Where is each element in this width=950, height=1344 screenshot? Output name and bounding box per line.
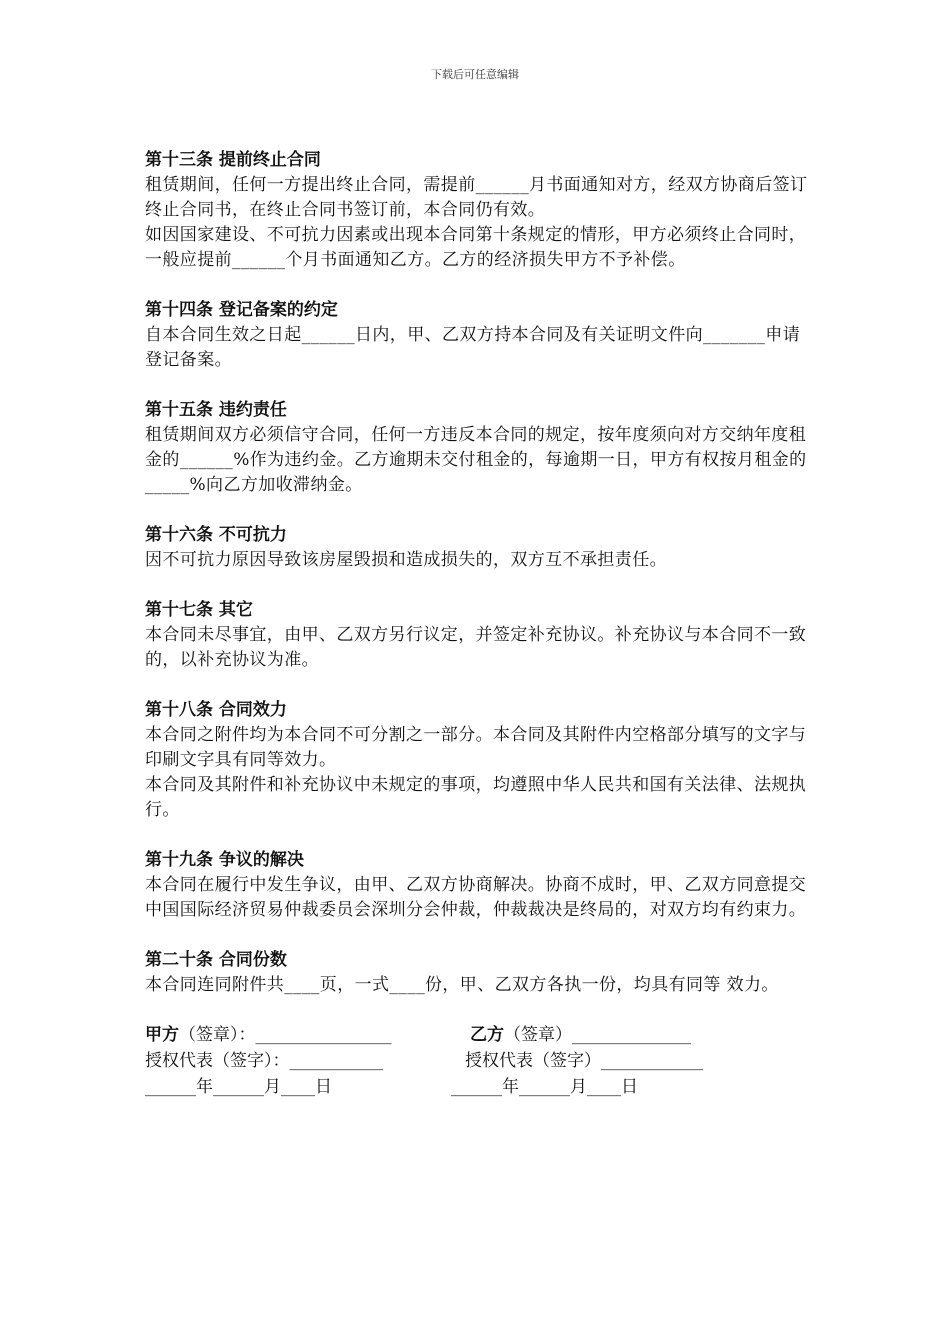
- section-title: 第十四条 登记备案的约定: [145, 300, 338, 320]
- section-paragraph: 本合同未尽事宜，由甲、乙双方另行议定，并签定补充协议。补充协议与本合同不一致的，以补充协议为准。: [145, 625, 807, 670]
- signature-row-representatives: [145, 1049, 813, 1075]
- section-18: [145, 698, 813, 823]
- signature-row-parties: [145, 1023, 813, 1049]
- section-title: 第十六条 不可抗力: [145, 525, 287, 545]
- contract-body: [145, 148, 813, 1101]
- section-paragraph: 租赁期间双方必须信守合同，任何一方违反本合同的规定，按年度须向对方交纳年度租金的______%作为违约金。乙方逾期未交付租金的，每逾期一日，甲方有权按月租金的_____%向乙方加收滞纳金。: [145, 425, 807, 495]
- party-b-label: 乙方: [470, 1025, 504, 1045]
- section-paragraph: 本合同及其附件和补充协议中未规定的事项，均遵照中华人民共和国有关法律、法规执行。: [145, 775, 807, 820]
- party-a-signature: [145, 1023, 392, 1048]
- signature-row-dates: [145, 1075, 813, 1101]
- section-title: 第十八条 合同效力: [145, 700, 287, 720]
- section-title: 第二十条 合同份数: [145, 950, 287, 970]
- section-paragraph: 如因国家建设、不可抗力因素或出现本合同第十条规定的情形，甲方必须终止合同时，一般应提前______个月书面通知乙方。乙方的经济损失甲方不予补偿。: [145, 225, 807, 270]
- header-note: 下载后可任意编辑: [431, 68, 519, 81]
- section-paragraph: 自本合同生效之日起______日内，甲、乙双方持本合同及有关证明文件向_______申请登记备案。: [145, 325, 801, 370]
- party-a-seal: （签章）：: [179, 1025, 256, 1045]
- section-title: 第十七条 其它: [145, 600, 253, 620]
- date-b: ______年______月____日: [451, 1077, 638, 1097]
- section-14: [145, 298, 813, 373]
- section-paragraph: 因不可抗力原因导致该房屋毁损和造成损失的，双方互不承担责任。: [145, 550, 667, 570]
- section-title: 第十九条 争议的解决: [145, 850, 304, 870]
- section-19: [145, 848, 813, 923]
- section-title: 第十五条 违约责任: [145, 400, 287, 420]
- date-a: ______年______月____日: [145, 1077, 332, 1097]
- rep-b-signature: 授权代表（签字）____________: [465, 1051, 703, 1071]
- section-paragraph: 本合同在履行中发生争议，由甲、乙双方协商解决。协商不成时，甲、乙双方同意提交中国国际经济贸易仲裁委员会深圳分会仲裁，仲裁裁决是终局的，对双方均有约束力。: [145, 875, 807, 920]
- party-a-line: ________________: [255, 1025, 392, 1045]
- section-paragraph: 租赁期间，任何一方提出终止合同，需提前______月书面通知对方，经双方协商后签订终止合同书，在终止合同书签订前，本合同仍有效。: [145, 175, 808, 220]
- section-13: [145, 148, 813, 273]
- section-paragraph: 本合同之附件均为本合同不可分割之一部分。本合同及其附件内空格部分填写的文字与印刷文字具有同等效力。: [145, 725, 807, 770]
- party-b-line: ______________: [572, 1025, 691, 1045]
- party-b-signature: [470, 1023, 691, 1048]
- signature-block: [145, 1023, 813, 1101]
- party-b-seal: （签章）: [504, 1025, 572, 1045]
- section-title: 第十三条 提前终止合同: [145, 150, 321, 170]
- rep-a-signature: 授权代表（签字）：___________: [145, 1051, 383, 1071]
- party-a-label: 甲方: [145, 1025, 179, 1045]
- section-17: [145, 598, 813, 673]
- section-16: [145, 523, 813, 573]
- section-20: [145, 948, 813, 998]
- section-15: [145, 398, 813, 498]
- section-paragraph: 本合同连同附件共____页，一式____份，甲、乙双方各执一份，均具有同等 效力。: [145, 975, 779, 995]
